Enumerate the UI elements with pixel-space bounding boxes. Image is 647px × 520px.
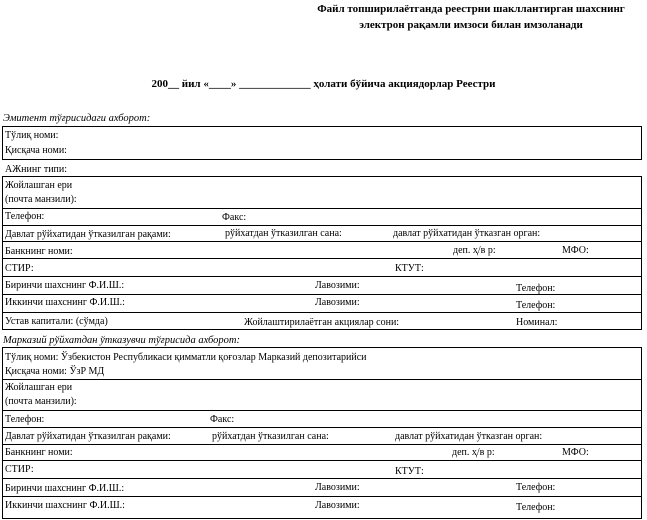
depository-full-name: Тўлиқ номи: Ўзбекистон Республикаси қимматли қоғозлар Марказий депозитарийси (5, 352, 367, 363)
issuer-reg-org-label: давлат рўйхатидан ўтказган орган: (393, 228, 541, 239)
divider (2, 427, 642, 428)
divider (2, 444, 642, 445)
issuer-person2-label: Иккинчи шахснинг Ф.И.Ш.: (5, 297, 125, 308)
issuer-location-label: Жойлашган ери (5, 180, 73, 191)
divider (2, 478, 642, 479)
divider (2, 379, 642, 380)
issuer-full-name-label: Тўлиқ номи: (5, 130, 59, 141)
issuer-reg-date-label: рўйхатдан ўтказилган сана: (225, 228, 342, 239)
divider (2, 225, 642, 226)
issuer-account-label: деп. ҳ/в р: (453, 245, 496, 256)
depository-person2-label: Иккинчи шахснинг Ф.И.Ш.: (5, 500, 125, 511)
depository-postal-label: (почта манзили): (5, 396, 77, 407)
issuer-bank-label: Банкнинг номи: (5, 246, 73, 257)
issuer-section-title: Эмитент тўғрисидаги ахборот: (3, 113, 151, 124)
divider (2, 294, 642, 295)
signature-note-line2: электрон рақамли имзоси билан имзоланади (359, 19, 583, 31)
issuer-stir-label: СТИР: (5, 263, 34, 274)
issuer-person2-phone-label: Телефон: (516, 300, 556, 311)
depository-ktut-label: КТУТ: (395, 466, 424, 477)
depository-reg-date-label: рўйхатдан ўтказилган сана: (212, 431, 329, 442)
depository-location-label: Жойлашган ери (5, 382, 73, 393)
depository-person2-phone-label: Телефон: (516, 502, 556, 513)
issuer-person1-phone-label: Телефон: (516, 283, 556, 294)
divider (2, 496, 642, 497)
register-title: 200__ йил «____» _____________ ҳолати бўйича акциядорлар Реестри (151, 78, 496, 90)
divider (2, 276, 642, 277)
issuer-ktut-label: КТУТ: (395, 263, 424, 274)
issuer-mfo-label: МФО: (562, 245, 589, 256)
divider (2, 410, 642, 411)
depository-mfo-label: МФО: (562, 447, 589, 458)
depository-section-title: Марказий рўйхатдан ўтказувчи тўғрисида ахборот: (3, 335, 240, 346)
depository-account-label: деп. ҳ/в р: (452, 447, 495, 458)
issuer-person2-position-label: Лавозими: (315, 297, 360, 308)
depository-person1-phone-label: Телефон: (516, 482, 556, 493)
depository-fax-label: Факс: (210, 414, 235, 425)
issuer-name-box (2, 126, 642, 160)
divider (2, 312, 642, 313)
issuer-fax-label: Факс: (222, 212, 247, 223)
issuer-reg-number-label: Давлат рўйхатидан ўтказилган рақами: (5, 229, 171, 240)
issuer-nominal-label: Номинал: (516, 317, 558, 328)
issuer-person1-label: Биринчи шахснинг Ф.И.Ш.: (5, 280, 125, 291)
depository-person1-label: Биринчи шахснинг Ф.И.Ш.: (5, 483, 125, 494)
issuer-postal-label: (почта манзили): (5, 194, 77, 205)
issuer-type-label: АЖнинг типи: (5, 164, 68, 175)
depository-reg-number-label: Давлат рўйхатидан ўтказилган рақами: (5, 431, 171, 442)
depository-bank-label: Банкнинг номи: (5, 447, 73, 458)
issuer-capital-label: Устав капитали: (сўмда) (5, 316, 108, 327)
signature-note-line1: Файл топширилаётганда реестрни шакллантирган шахснинг (317, 3, 625, 15)
depository-person1-position-label: Лавозими: (315, 482, 360, 493)
issuer-person1-position-label: Лавозими: (315, 280, 360, 291)
depository-reg-org-label: давлат рўйхатидан ўтказган орган: (395, 431, 543, 442)
depository-stir-label: СТИР: (5, 464, 34, 475)
signature-note (301, 1, 641, 33)
depository-phone-label: Телефон: (5, 414, 45, 425)
divider (2, 241, 642, 242)
divider (2, 460, 642, 461)
divider (2, 208, 642, 209)
depository-short-name: Қисқача номи: ЎзР МД (5, 366, 105, 377)
issuer-shares-label: Жойлаштирилаётган акциялар сони: (244, 317, 400, 328)
divider (2, 258, 642, 259)
issuer-phone-label: Телефон: (5, 211, 45, 222)
issuer-short-name-label: Қисқача номи: (5, 145, 67, 156)
depository-person2-position-label: Лавозими: (315, 500, 360, 511)
